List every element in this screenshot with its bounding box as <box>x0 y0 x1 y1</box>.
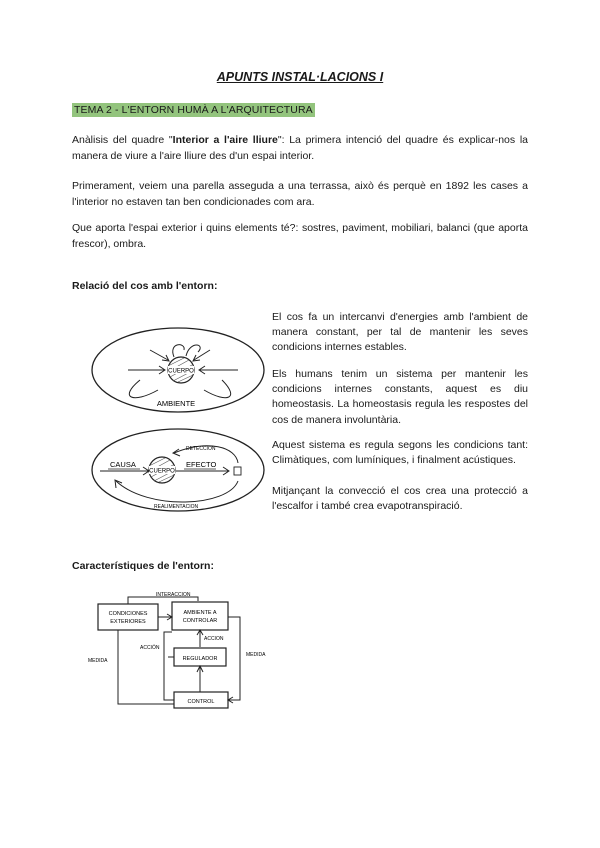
intro-post: ": La primera intenció del quadre és explicar-nos la manera de viure a l'aire lliure des d'un espai interior. <box>72 134 528 162</box>
environment-label: AMBIENTE <box>156 399 196 408</box>
exterior-label-1: CONDICIONES <box>108 611 148 617</box>
controlled-environment-box <box>172 602 228 630</box>
paragraph-2: Primerament, veiem una parella asseguda a una terrassa, això és perquè en 1892 les cases a l'interior no estaven tan ben condicionades com ara. <box>72 180 528 208</box>
section-heading-environment: Característiques de l'entorn: <box>72 560 214 572</box>
sensor-box <box>234 467 241 475</box>
measure-label-left: MEDIDA <box>88 658 108 664</box>
exterior-conditions-box <box>98 604 158 630</box>
topic-highlight: TEMA 2 - L'ENTORN HUMÀ A L'ARQUITECTURA <box>74 104 313 116</box>
interaction-label: INTERACCION <box>156 592 191 598</box>
intro-paragraph <box>72 133 528 164</box>
environment-label-2: CONTROLAR <box>182 618 218 624</box>
action-label-right: ACCION <box>204 636 224 642</box>
regulator-label: REGULADOR <box>182 656 218 662</box>
paragraph-3: Que aporta l'espai exterior i quins elements té?: sostres, paviment, mobiliari, balanci (que aporta frescor), ombra. <box>72 222 528 250</box>
body-paragraph-2: Els humans tenim un sistema per mantenir les condicions internes constants, aquest es diu homeostasis. La homeostasis regula les respostes del cos de manera involuntària. <box>272 368 528 426</box>
body-paragraph-1: El cos fa un intercanvi d'energies amb l'ambient de manera constant, per tal de mantenir les seves condicions internes estables. <box>272 311 528 354</box>
section-heading-body: Relació del cos amb l'entorn: <box>72 280 218 292</box>
body-paragraph-3: Aquest sistema es regula segons les condicions tant: Climàtiques, com lumíniques, i finalment acústiques. <box>272 439 528 467</box>
environment-label-1: AMBIENTE A <box>183 610 217 616</box>
measure-label-right: MEDIDA <box>246 652 266 658</box>
action-label-left: ACCIÓN <box>140 645 160 651</box>
body-paragraph-4: Mitjançant la convecció el cos crea una protecció a l'escalfor i també crea evapotranspiració. <box>272 485 528 513</box>
control-system-diagram <box>88 592 288 720</box>
document-title: APUNTS INSTAL·LACIONS I <box>216 70 384 84</box>
exterior-label-2: EXTERIORES <box>110 619 146 625</box>
feedback-loop-diagram <box>88 425 268 517</box>
intro-pre: Anàlisis del quadre " <box>72 134 173 146</box>
control-label: CONTROL <box>187 699 215 705</box>
body-label: CUERPO <box>149 468 175 475</box>
effect-label: EFECTO <box>186 460 217 469</box>
cause-label: CAUSA <box>110 460 136 469</box>
painting-title: Interior a l'aire lliure <box>172 134 278 146</box>
detection-label: DETECCION <box>186 446 216 452</box>
body-label: CUERPO <box>168 368 194 375</box>
feedback-label: REALIMENTACION <box>154 504 199 510</box>
body-environment-diagram <box>88 320 268 416</box>
